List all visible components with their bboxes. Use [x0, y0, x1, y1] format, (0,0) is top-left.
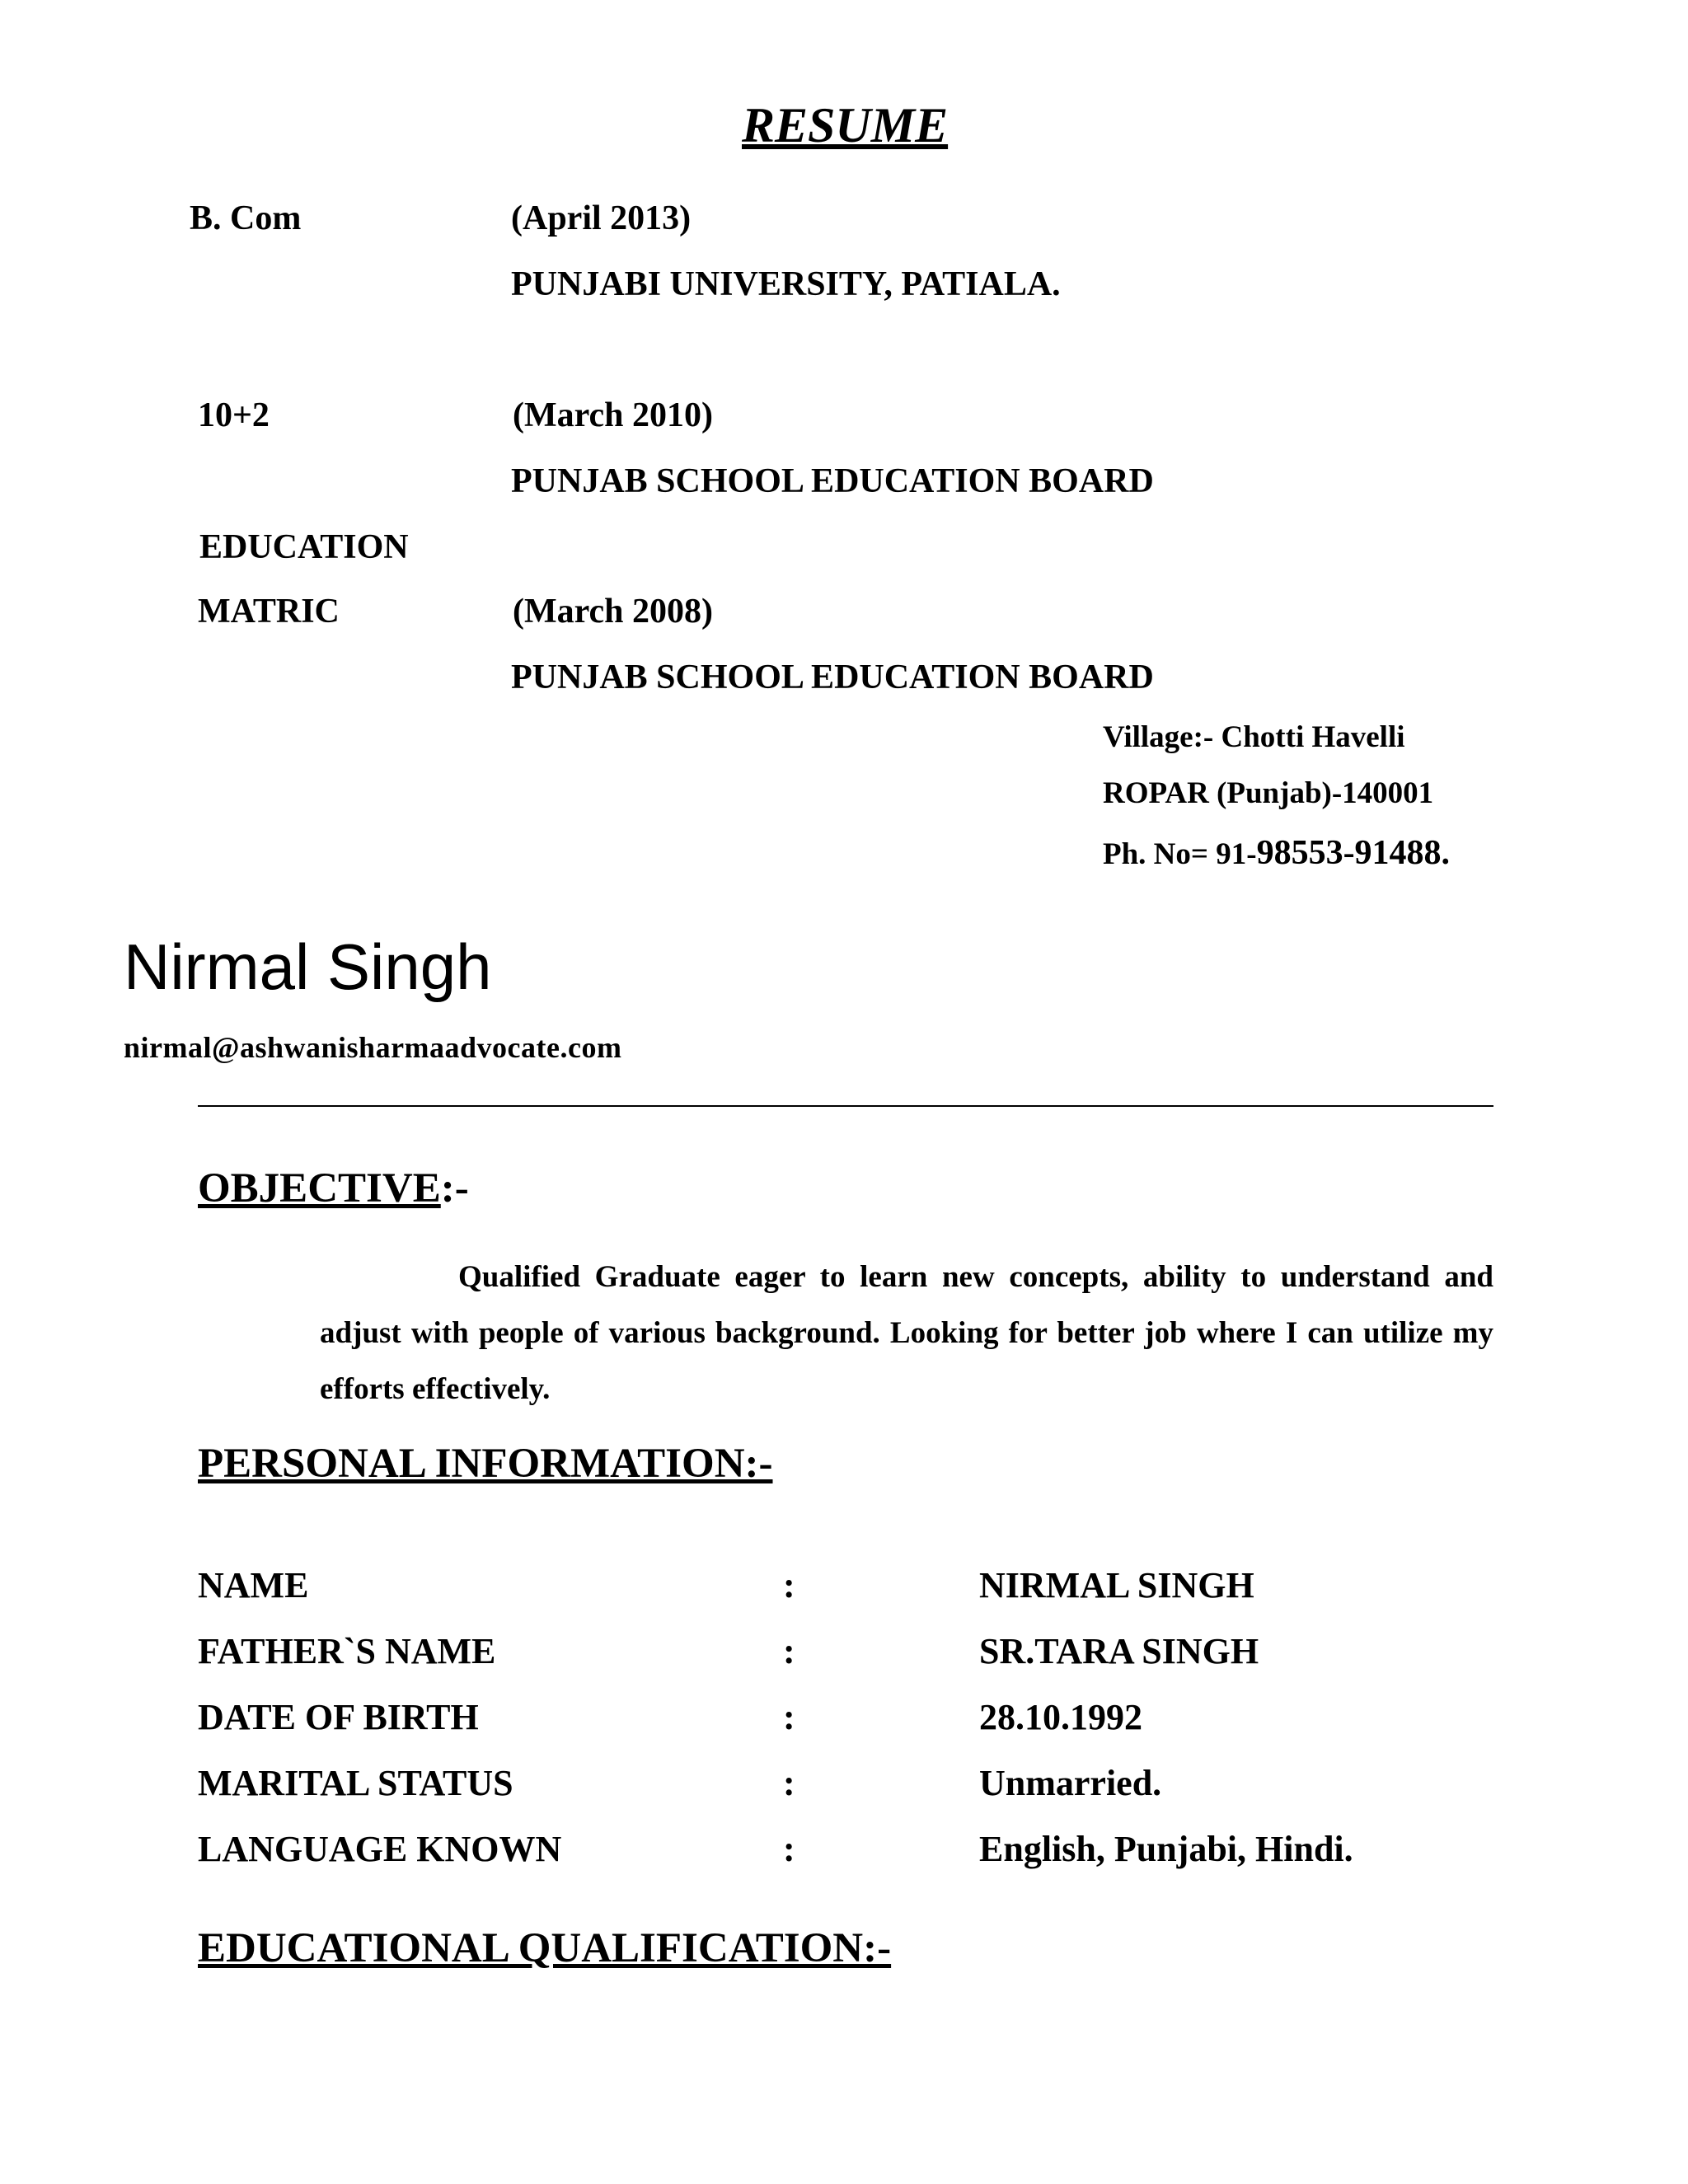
objective-heading-suffix: :- [440, 1165, 469, 1212]
pi-value-dob: 28.10.1992 [979, 1697, 1142, 1737]
objective-text: Qualified Graduate eager to learn new concepts, ability to understand and adjust with people of various background. Looking for better job where I can utilize my efforts effectively. [320, 1260, 1493, 1406]
edu-label-12: 10+2 [198, 396, 270, 434]
education-side-label: EDUCATION [199, 528, 409, 566]
candidate-name: Nirmal Singh [124, 930, 492, 1003]
edu-institution-bcom: PUNJABI UNIVERSITY, PATIALA. [511, 265, 1061, 303]
edu-label-bcom: B. Com [190, 199, 302, 237]
pi-colon: : [783, 1697, 795, 1737]
pi-value-language: English, Punjabi, Hindi. [979, 1829, 1353, 1869]
phone-prefix: Ph. No= 91- [1103, 837, 1257, 871]
pi-label-language: LANGUAGE KNOWN [198, 1829, 562, 1869]
pi-value-father: SR.TARA SINGH [979, 1631, 1259, 1671]
pi-label-marital: MARITAL STATUS [198, 1763, 513, 1803]
edu-institution-12: PUNJAB SCHOOL EDUCATION BOARD [511, 462, 1154, 500]
educational-qualification-heading: EDUCATIONAL QUALIFICATION:- [198, 1925, 892, 1971]
personal-info-heading: PERSONAL INFORMATION:- [198, 1441, 773, 1487]
pi-colon: : [783, 1565, 795, 1605]
address-phone [1103, 833, 1450, 873]
candidate-email: nirmal@ashwanisharmaadvocate.com [124, 1031, 622, 1064]
phone-number: 98553-91488. [1256, 834, 1451, 872]
document-title: RESUME [742, 98, 949, 152]
edu-institution-matric: PUNJAB SCHOOL EDUCATION BOARD [511, 658, 1154, 696]
pi-colon: : [783, 1763, 795, 1803]
objective-heading [198, 1165, 469, 1212]
edu-label-matric: MATRIC [198, 593, 340, 630]
pi-label-name: NAME [198, 1565, 309, 1605]
address-village: Village:- Chotti Havelli [1103, 720, 1405, 754]
edu-date-12: (March 2010) [513, 396, 713, 434]
address-city: ROPAR (Punjab)-140001 [1103, 776, 1434, 810]
pi-value-name: NIRMAL SINGH [979, 1565, 1254, 1605]
horizontal-divider [198, 1105, 1493, 1107]
edu-date-bcom: (April 2013) [511, 199, 692, 237]
pi-label-dob: DATE OF BIRTH [198, 1697, 479, 1737]
edu-date-matric: (March 2008) [513, 593, 713, 630]
pi-colon: : [783, 1631, 795, 1671]
pi-label-father: FATHER`S NAME [198, 1631, 496, 1671]
pi-colon: : [783, 1829, 795, 1869]
objective-heading-text: OBJECTIVE [198, 1165, 441, 1212]
pi-value-marital: Unmarried. [979, 1763, 1162, 1803]
